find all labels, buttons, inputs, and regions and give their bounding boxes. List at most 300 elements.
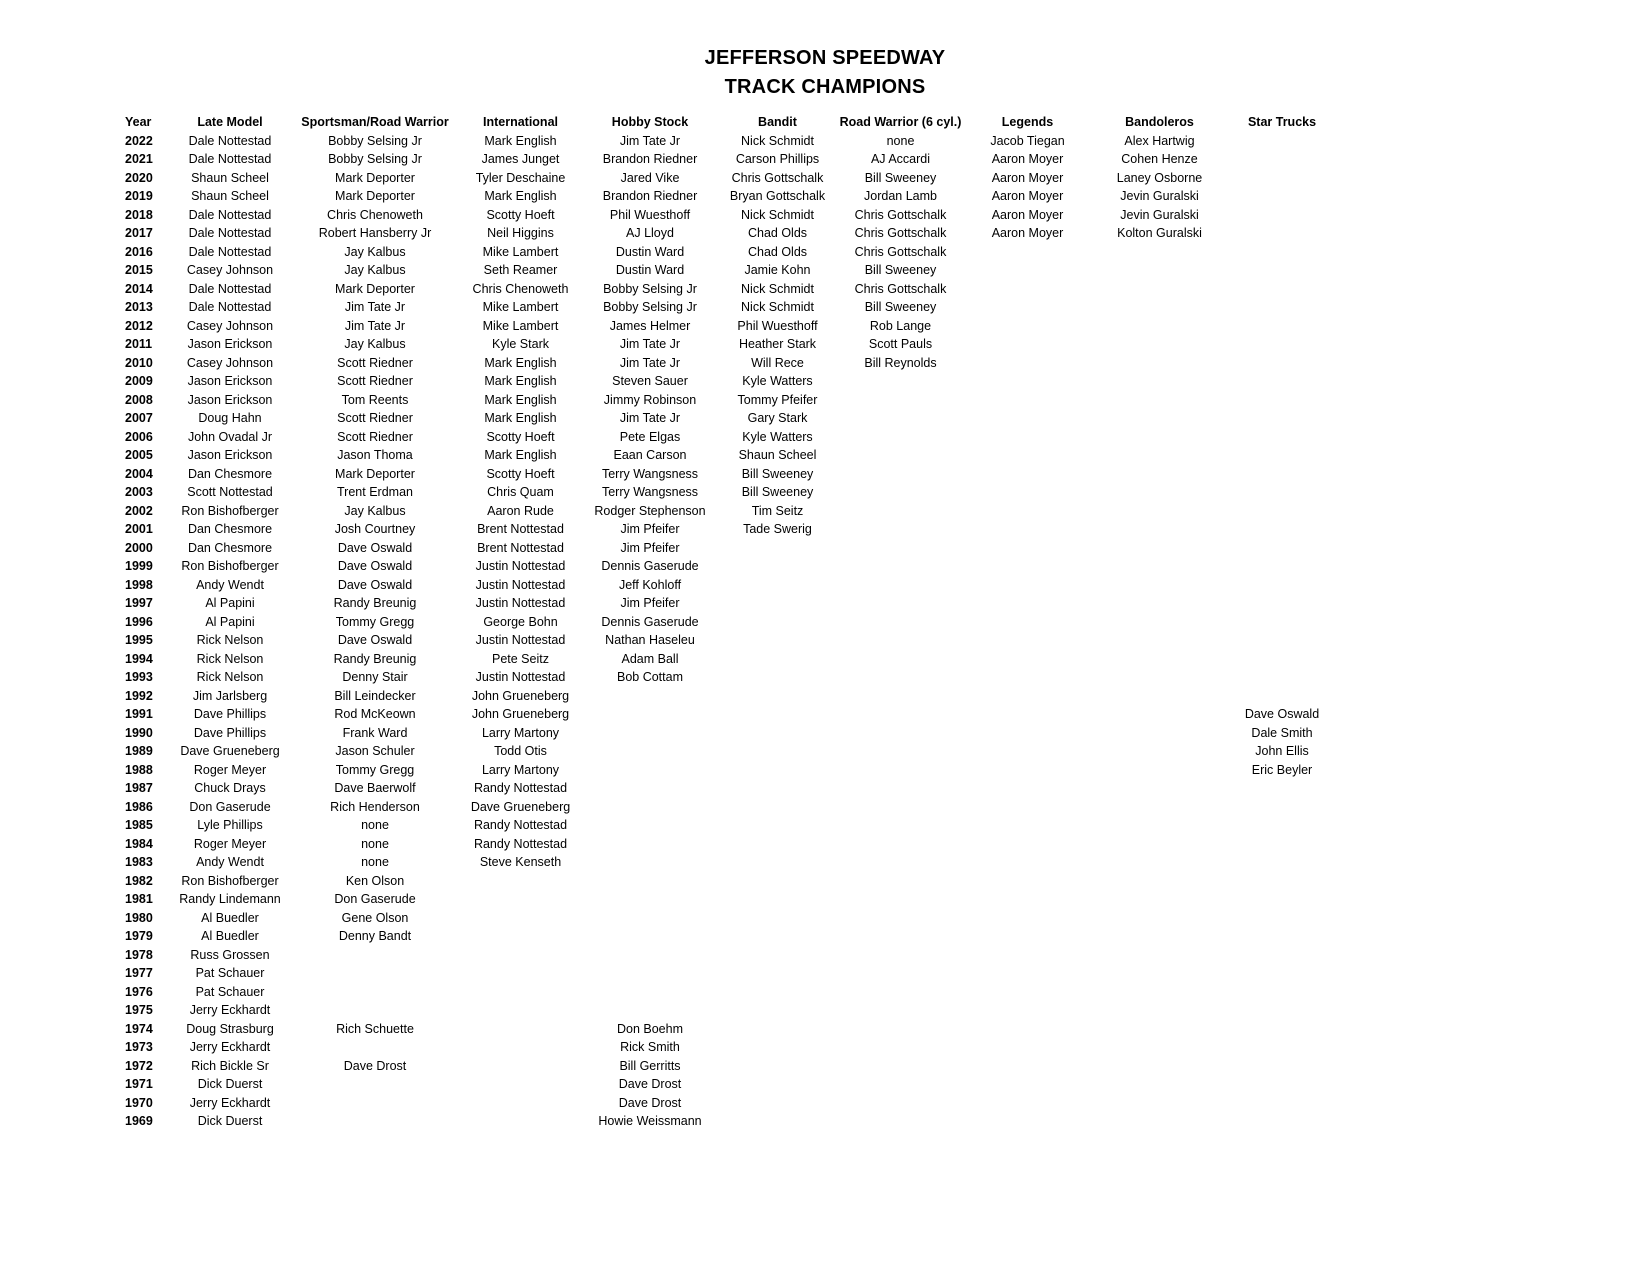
- bandoleros-cell: [1093, 761, 1226, 780]
- star-trucks-cell: [1226, 835, 1338, 854]
- bandit-cell: Heather Stark: [738, 337, 817, 352]
- year-cell: 1971: [125, 1077, 153, 1092]
- table-row: [112, 335, 1338, 354]
- bandoleros-cell: [1093, 742, 1226, 761]
- sportsman-road-warrior-cell: Bobby Selsing Jr: [328, 152, 422, 167]
- table-row: [112, 687, 1338, 706]
- road-warrior-6cyl-cell: [839, 576, 962, 595]
- year-cell: 1993: [125, 670, 153, 685]
- road-warrior-6cyl-cell: [839, 631, 962, 650]
- sportsman-road-warrior-cell: [293, 1075, 457, 1094]
- legends-cell: [962, 1020, 1093, 1039]
- bandoleros-cell: [1093, 428, 1226, 447]
- bandoleros-cell: [1093, 354, 1226, 373]
- header-sportsman-road-warrior: Sportsman/Road Warrior: [301, 115, 449, 130]
- sportsman-road-warrior-cell: Dave Oswald: [337, 633, 413, 648]
- international-cell: Mark English: [484, 448, 557, 463]
- international-cell: Justin Nottestad: [475, 577, 566, 592]
- legends-cell: Aaron Moyer: [991, 152, 1064, 167]
- road-warrior-6cyl-cell: [839, 779, 962, 798]
- road-warrior-6cyl-cell: [839, 927, 962, 946]
- road-warrior-6cyl-cell: [839, 446, 962, 465]
- legends-cell: [962, 594, 1093, 613]
- sportsman-road-warrior-cell: Josh Courtney: [334, 522, 416, 537]
- road-warrior-6cyl-cell: [839, 705, 962, 724]
- hobby-stock-cell: Phil Wuesthoff: [609, 207, 691, 222]
- legends-cell: [962, 853, 1093, 872]
- bandoleros-cell: Cohen Henze: [1121, 152, 1198, 167]
- year-cell: 2003: [125, 485, 153, 500]
- hobby-stock-cell: Dave Drost: [618, 1077, 682, 1092]
- legends-cell: [962, 631, 1093, 650]
- bandoleros-cell: [1093, 520, 1226, 539]
- bandit-cell: [716, 927, 839, 946]
- bandoleros-cell: [1093, 594, 1226, 613]
- bandoleros-cell: [1093, 243, 1226, 262]
- year-cell: 1986: [125, 799, 153, 814]
- late-model-cell: Jerry Eckhardt: [189, 1095, 271, 1110]
- legends-cell: Aaron Moyer: [991, 207, 1064, 222]
- sportsman-road-warrior-cell: Gene Olson: [341, 910, 409, 925]
- bandoleros-cell: [1093, 835, 1226, 854]
- road-warrior-6cyl-cell: [839, 816, 962, 835]
- international-cell: Mike Lambert: [482, 244, 559, 259]
- late-model-cell: Jason Erickson: [187, 392, 273, 407]
- road-warrior-6cyl-cell: [839, 483, 962, 502]
- international-cell: Mark English: [484, 133, 557, 148]
- hobby-stock-cell: [584, 853, 716, 872]
- sportsman-road-warrior-cell: Jim Tate Jr: [344, 318, 406, 333]
- international-cell: Mark English: [484, 189, 557, 204]
- star-trucks-cell: [1226, 409, 1338, 428]
- late-model-cell: Dale Nottestad: [188, 244, 272, 259]
- year-cell: 2007: [125, 411, 153, 426]
- legends-cell: [962, 964, 1093, 983]
- sportsman-road-warrior-cell: Jim Tate Jr: [344, 300, 406, 315]
- star-trucks-cell: [1226, 1094, 1338, 1113]
- road-warrior-6cyl-cell: [839, 557, 962, 576]
- legends-cell: [962, 946, 1093, 965]
- star-trucks-cell: [1226, 446, 1338, 465]
- sportsman-road-warrior-cell: Bill Leindecker: [334, 688, 416, 703]
- road-warrior-6cyl-cell: Chris Gottschalk: [854, 226, 947, 241]
- header-legends: Legends: [1001, 115, 1054, 130]
- year-cell: 1982: [125, 873, 153, 888]
- year-cell: 2013: [125, 300, 153, 315]
- late-model-cell: Jim Jarlsberg: [192, 688, 268, 703]
- bandit-cell: Gary Stark: [747, 411, 808, 426]
- header-road-warrior-6cyl: Road Warrior (6 cyl.): [839, 115, 962, 130]
- international-cell: Dave Grueneberg: [470, 799, 571, 814]
- bandoleros-cell: [1093, 1094, 1226, 1113]
- late-model-cell: Scott Nottestad: [187, 485, 273, 500]
- hobby-stock-cell: Dennis Gaserude: [601, 614, 699, 629]
- year-cell: 1979: [125, 929, 153, 944]
- header-bandit: Bandit: [758, 115, 797, 130]
- bandoleros-cell: [1093, 650, 1226, 669]
- bandoleros-cell: Jevin Guralski: [1120, 207, 1199, 222]
- late-model-cell: Casey Johnson: [186, 318, 274, 333]
- sportsman-road-warrior-cell: Scott Riedner: [337, 374, 413, 389]
- year-cell: 1985: [125, 818, 153, 833]
- sportsman-road-warrior-cell: Mark Deporter: [335, 466, 415, 481]
- table-row: [112, 705, 1338, 724]
- legends-cell: Aaron Moyer: [991, 170, 1064, 185]
- bandit-cell: [716, 1020, 839, 1039]
- table-row: [112, 132, 1338, 151]
- legends-cell: [962, 909, 1093, 928]
- late-model-cell: Shaun Scheel: [191, 170, 269, 185]
- bandoleros-cell: [1093, 724, 1226, 743]
- bandoleros-cell: [1093, 964, 1226, 983]
- road-warrior-6cyl-cell: AJ Accardi: [870, 152, 931, 167]
- bandoleros-cell: [1093, 391, 1226, 410]
- star-trucks-cell: [1226, 465, 1338, 484]
- legends-cell: [962, 243, 1093, 262]
- international-cell: [457, 1038, 584, 1057]
- late-model-cell: Dave Grueneberg: [180, 744, 280, 759]
- late-model-cell: Al Buedler: [201, 910, 259, 925]
- sportsman-road-warrior-cell: Mark Deporter: [335, 170, 415, 185]
- road-warrior-6cyl-cell: [839, 1057, 962, 1076]
- legends-cell: [962, 1057, 1093, 1076]
- legends-cell: [962, 983, 1093, 1002]
- star-trucks-cell: [1226, 650, 1338, 669]
- international-cell: Todd Otis: [494, 744, 547, 759]
- sportsman-road-warrior-cell: [293, 1001, 457, 1020]
- bandit-cell: Nick Schmidt: [741, 281, 814, 296]
- late-model-cell: Dale Nottestad: [188, 207, 272, 222]
- hobby-stock-cell: Don Boehm: [616, 1021, 683, 1036]
- international-cell: [457, 983, 584, 1002]
- sportsman-road-warrior-cell: [293, 946, 457, 965]
- star-trucks-cell: [1226, 280, 1338, 299]
- legends-cell: [962, 687, 1093, 706]
- road-warrior-6cyl-cell: Bill Sweeney: [864, 300, 937, 315]
- bandoleros-cell: [1093, 1075, 1226, 1094]
- late-model-cell: Randy Lindemann: [179, 892, 281, 907]
- international-cell: Chris Chenoweth: [472, 281, 569, 296]
- legends-cell: [962, 927, 1093, 946]
- hobby-stock-cell: AJ Lloyd: [626, 226, 674, 241]
- hobby-stock-cell: [584, 761, 716, 780]
- champions-table: [112, 113, 1338, 1131]
- table-row: [112, 909, 1338, 928]
- international-cell: [457, 1075, 584, 1094]
- bandit-cell: Carson Phillips: [735, 152, 820, 167]
- bandit-cell: [716, 594, 839, 613]
- year-cell: 2021: [125, 152, 153, 167]
- sportsman-road-warrior-cell: none: [361, 855, 389, 870]
- legends-cell: [962, 742, 1093, 761]
- star-trucks-cell: [1226, 1020, 1338, 1039]
- international-cell: Larry Martony: [481, 725, 560, 740]
- bandoleros-cell: [1093, 557, 1226, 576]
- international-cell: George Bohn: [483, 614, 558, 629]
- sportsman-road-warrior-cell: Denny Stair: [342, 670, 408, 685]
- hobby-stock-cell: Bob Cottam: [616, 670, 683, 685]
- international-cell: Justin Nottestad: [475, 596, 566, 611]
- late-model-cell: Dale Nottestad: [188, 152, 272, 167]
- year-cell: 1988: [125, 762, 153, 777]
- sportsman-road-warrior-cell: [293, 964, 457, 983]
- late-model-cell: Jason Erickson: [187, 337, 273, 352]
- late-model-cell: Jerry Eckhardt: [189, 1040, 271, 1055]
- road-warrior-6cyl-cell: [839, 1094, 962, 1113]
- late-model-cell: Dave Phillips: [193, 707, 267, 722]
- table-row: [112, 243, 1338, 262]
- sportsman-road-warrior-cell: Denny Bandt: [338, 929, 412, 944]
- year-cell: 2017: [125, 226, 153, 241]
- legends-cell: [962, 261, 1093, 280]
- star-trucks-cell: [1226, 557, 1338, 576]
- sportsman-road-warrior-cell: Chris Chenoweth: [327, 207, 423, 222]
- bandit-cell: Will Rece: [751, 355, 804, 370]
- sportsman-road-warrior-cell: Randy Breunig: [333, 651, 417, 666]
- late-model-cell: Dan Chesmore: [187, 540, 273, 555]
- star-trucks-cell: Dave Oswald: [1244, 707, 1320, 722]
- bandoleros-cell: [1093, 668, 1226, 687]
- table-row: [112, 1094, 1338, 1113]
- late-model-cell: Dan Chesmore: [187, 522, 273, 537]
- table-row: [112, 483, 1338, 502]
- late-model-cell: Dan Chesmore: [187, 466, 273, 481]
- international-cell: Randy Nottestad: [473, 781, 568, 796]
- table-row: [112, 946, 1338, 965]
- legends-cell: [962, 391, 1093, 410]
- table-row: [112, 520, 1338, 539]
- star-trucks-cell: [1226, 909, 1338, 928]
- title-line-speedway: JEFFERSON SPEEDWAY: [704, 47, 946, 69]
- late-model-cell: Russ Grossen: [190, 947, 270, 962]
- late-model-cell: Casey Johnson: [186, 263, 274, 278]
- table-row: [112, 187, 1338, 206]
- sportsman-road-warrior-cell: Dave Oswald: [337, 577, 413, 592]
- year-cell: 1981: [125, 892, 153, 907]
- late-model-cell: Al Papini: [205, 596, 255, 611]
- international-cell: Scotty Hoeft: [486, 466, 555, 481]
- hobby-stock-cell: [584, 872, 716, 891]
- star-trucks-cell: [1226, 983, 1338, 1002]
- table-row: [112, 761, 1338, 780]
- legends-cell: [962, 298, 1093, 317]
- international-cell: Justin Nottestad: [475, 670, 566, 685]
- bandit-cell: [716, 557, 839, 576]
- table-row: [112, 964, 1338, 983]
- legends-cell: [962, 539, 1093, 558]
- hobby-stock-cell: Jim Tate Jr: [619, 133, 681, 148]
- hobby-stock-cell: Bobby Selsing Jr: [603, 281, 697, 296]
- bandit-cell: [716, 909, 839, 928]
- bandit-cell: Chad Olds: [747, 244, 808, 259]
- table-row: [112, 150, 1338, 169]
- bandoleros-cell: [1093, 631, 1226, 650]
- international-cell: [457, 1094, 584, 1113]
- year-cell: 1998: [125, 577, 153, 592]
- bandit-cell: [716, 798, 839, 817]
- star-trucks-cell: [1226, 816, 1338, 835]
- road-warrior-6cyl-cell: [839, 613, 962, 632]
- bandit-cell: Jamie Kohn: [744, 263, 811, 278]
- bandoleros-cell: [1093, 409, 1226, 428]
- year-cell: 1990: [125, 725, 153, 740]
- bandoleros-cell: [1093, 909, 1226, 928]
- bandoleros-cell: [1093, 1001, 1226, 1020]
- bandit-cell: Chris Gottschalk: [731, 170, 824, 185]
- sportsman-road-warrior-cell: [293, 1112, 457, 1131]
- road-warrior-6cyl-cell: [839, 964, 962, 983]
- legends-cell: [962, 1094, 1093, 1113]
- bandoleros-cell: [1093, 816, 1226, 835]
- table-row: [112, 742, 1338, 761]
- star-trucks-cell: [1226, 428, 1338, 447]
- international-cell: [457, 909, 584, 928]
- bandoleros-cell: [1093, 687, 1226, 706]
- sportsman-road-warrior-cell: Dave Baerwolf: [334, 781, 416, 796]
- international-cell: Steve Kenseth: [479, 855, 562, 870]
- late-model-cell: Andy Wendt: [196, 855, 264, 870]
- international-cell: Larry Martony: [481, 762, 560, 777]
- international-cell: Tyler Deschaine: [475, 170, 566, 185]
- year-cell: 1997: [125, 596, 153, 611]
- star-trucks-cell: [1226, 1075, 1338, 1094]
- table-row: [112, 983, 1338, 1002]
- late-model-cell: Don Gaserude: [189, 799, 271, 814]
- bandoleros-cell: [1093, 890, 1226, 909]
- year-cell: 1973: [125, 1040, 153, 1055]
- table-row: [112, 1038, 1338, 1057]
- star-trucks-cell: [1226, 132, 1338, 151]
- star-trucks-cell: [1226, 354, 1338, 373]
- table-row: [112, 1020, 1338, 1039]
- bandit-cell: [716, 668, 839, 687]
- table-row: [112, 261, 1338, 280]
- legends-cell: [962, 428, 1093, 447]
- road-warrior-6cyl-cell: [839, 687, 962, 706]
- hobby-stock-cell: Bill Gerritts: [619, 1058, 681, 1073]
- bandit-cell: [716, 983, 839, 1002]
- legends-cell: [962, 1038, 1093, 1057]
- late-model-cell: Chuck Drays: [194, 781, 266, 796]
- table-row: [112, 206, 1338, 225]
- sportsman-road-warrior-cell: Jay Kalbus: [344, 244, 406, 259]
- table-row: [112, 224, 1338, 243]
- hobby-stock-cell: Bobby Selsing Jr: [603, 300, 697, 315]
- international-cell: Chris Quam: [487, 485, 554, 500]
- star-trucks-cell: Eric Beyler: [1251, 762, 1313, 777]
- road-warrior-6cyl-cell: [839, 853, 962, 872]
- title-line-champions: TRACK CHAMPIONS: [724, 76, 926, 98]
- bandoleros-cell: Laney Osborne: [1116, 170, 1203, 185]
- bandoleros-cell: [1093, 280, 1226, 299]
- year-cell: 1996: [125, 614, 153, 629]
- bandit-cell: Kyle Watters: [742, 374, 813, 389]
- year-cell: 2014: [125, 281, 153, 296]
- sportsman-road-warrior-cell: Jason Thoma: [337, 448, 413, 463]
- international-cell: Scotty Hoeft: [486, 207, 555, 222]
- road-warrior-6cyl-cell: [839, 835, 962, 854]
- sportsman-road-warrior-cell: Mark Deporter: [335, 189, 415, 204]
- late-model-cell: Dick Duerst: [197, 1077, 263, 1092]
- road-warrior-6cyl-cell: [839, 1038, 962, 1057]
- bandit-cell: Phil Wuesthoff: [737, 318, 818, 333]
- legends-cell: [962, 761, 1093, 780]
- star-trucks-cell: [1226, 872, 1338, 891]
- bandit-cell: [716, 613, 839, 632]
- star-trucks-cell: [1226, 853, 1338, 872]
- international-cell: Mike Lambert: [482, 318, 559, 333]
- star-trucks-cell: [1226, 779, 1338, 798]
- bandit-cell: [716, 1075, 839, 1094]
- bandit-cell: Bill Sweeney: [741, 466, 814, 481]
- bandoleros-cell: [1093, 779, 1226, 798]
- bandoleros-cell: [1093, 705, 1226, 724]
- table-row: [112, 798, 1338, 817]
- table-row: [112, 1112, 1338, 1131]
- late-model-cell: Doug Hahn: [198, 411, 262, 426]
- road-warrior-6cyl-cell: [839, 539, 962, 558]
- year-cell: 2006: [125, 429, 153, 444]
- star-trucks-cell: [1226, 1112, 1338, 1131]
- header-hobby-stock: Hobby Stock: [611, 115, 689, 130]
- legends-cell: [962, 409, 1093, 428]
- bandoleros-cell: [1093, 576, 1226, 595]
- late-model-cell: Rick Nelson: [196, 670, 264, 685]
- hobby-stock-cell: [584, 798, 716, 817]
- table-row: [112, 409, 1338, 428]
- sportsman-road-warrior-cell: Dave Oswald: [337, 540, 413, 555]
- international-cell: [457, 1020, 584, 1039]
- hobby-stock-cell: Dennis Gaserude: [601, 559, 699, 574]
- bandoleros-cell: [1093, 853, 1226, 872]
- table-row: [112, 465, 1338, 484]
- legends-cell: [962, 483, 1093, 502]
- hobby-stock-cell: [584, 724, 716, 743]
- bandit-cell: Bill Sweeney: [741, 485, 814, 500]
- year-cell: 1989: [125, 744, 153, 759]
- hobby-stock-cell: [584, 779, 716, 798]
- year-cell: 1969: [125, 1114, 153, 1129]
- table-row: [112, 502, 1338, 521]
- international-cell: [457, 946, 584, 965]
- bandit-cell: [716, 576, 839, 595]
- year-cell: 1974: [125, 1021, 153, 1036]
- road-warrior-6cyl-cell: Jordan Lamb: [864, 189, 937, 204]
- bandit-cell: Nick Schmidt: [741, 207, 814, 222]
- late-model-cell: Al Buedler: [201, 929, 259, 944]
- sportsman-road-warrior-cell: Randy Breunig: [333, 596, 417, 611]
- legends-cell: [962, 335, 1093, 354]
- road-warrior-6cyl-cell: Bill Sweeney: [864, 263, 937, 278]
- late-model-cell: Dale Nottestad: [188, 300, 272, 315]
- road-warrior-6cyl-cell: [839, 428, 962, 447]
- bandit-cell: Chad Olds: [747, 226, 808, 241]
- year-cell: 2001: [125, 522, 153, 537]
- hobby-stock-cell: [584, 687, 716, 706]
- legends-cell: [962, 557, 1093, 576]
- star-trucks-cell: [1226, 890, 1338, 909]
- road-warrior-6cyl-cell: [839, 890, 962, 909]
- star-trucks-cell: [1226, 668, 1338, 687]
- late-model-cell: Al Papini: [205, 614, 255, 629]
- table-row: [112, 890, 1338, 909]
- bandoleros-cell: [1093, 872, 1226, 891]
- international-cell: Mark English: [484, 392, 557, 407]
- road-warrior-6cyl-cell: [839, 668, 962, 687]
- road-warrior-6cyl-cell: [839, 983, 962, 1002]
- table-row: [112, 1001, 1338, 1020]
- sportsman-road-warrior-cell: Scott Riedner: [337, 411, 413, 426]
